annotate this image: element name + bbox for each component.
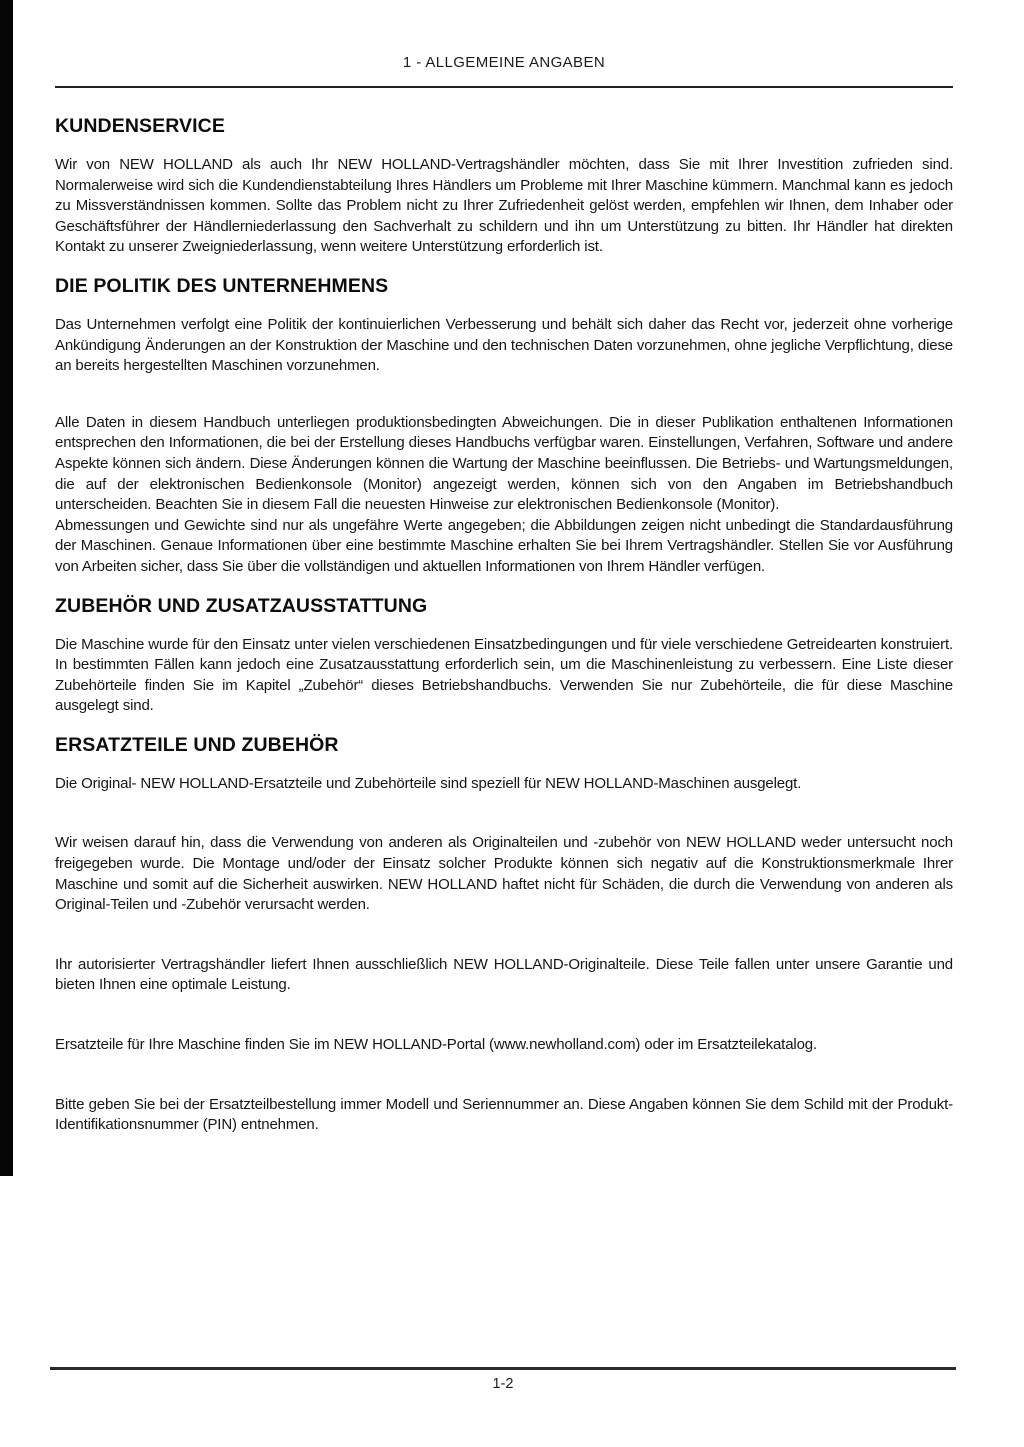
section-heading-politik: DIE POLITIK DES UNTERNEHMENS: [55, 274, 389, 297]
paragraph: Wir weisen darauf hin, dass die Verwendung von anderen als Originalteilen und -zubehör von NEW HOLLAND weder untersucht noch freigegeben wurde. Die Montage und/oder der Einsatz solcher Produkte können sich negativ auf die Konstruktionsmerkmale Ihrer Maschine und somit auf die Sicherheit auswirken. NEW HOLLAND haftet nicht für Schäden, die durch die Verwendung von anderen als Original-Teilen und -Zubehör verursacht werden.: [55, 834, 953, 914]
section-zubehoer: [55, 595, 953, 717]
section-heading-ersatzteile: ERSATZTEILE UND ZUBEHÖR: [55, 733, 339, 756]
scan-edge-strip: [0, 0, 13, 1176]
page-number: 1-2: [492, 1376, 514, 1392]
section-politik: [55, 275, 953, 578]
paragraph: Das Unternehmen verfolgt eine Politik der kontinuierlichen Verbesserung und behält sich daher das Recht vor, jederzeit ohne vorherige Ankündigung Änderungen an der Konstruktion der Maschine und den technischen Daten vorzunehmen, ohne jegliche Verpflichtung, diese an bereits hergestellten Maschinen vorzunehmen.: [55, 315, 953, 375]
page-footer: [50, 1367, 956, 1392]
paragraph: Die Original- NEW HOLLAND-Ersatzteile und Zubehörteile sind speziell für NEW HOLLAND-Maschinen ausgelegt.: [55, 774, 802, 792]
section-heading-kundenservice: KUNDENSERVICE: [55, 115, 225, 137]
page-content: [55, 0, 953, 1136]
section-kundenservice: [55, 115, 953, 258]
paragraph: Die Maschine wurde für den Einsatz unter vielen verschiedenen Einsatzbedingungen und für viele verschiedene Getreidearten konstruiert. In bestimmten Fällen kann jedoch eine Zusatzausstattung erforderlich sein, um die Maschinenleistung zu verbessern. Eine Liste dieser Zubehörteile finden Sie im Kapitel „Zubehör“ dieses Betriebshandbuchs. Verwenden Sie nur Zubehörteile, die für diese Maschine ausgelegt sind.: [55, 635, 953, 715]
section-heading-zubehoer: ZUBEHÖR UND ZUSATZAUSSTATTUNG: [55, 594, 428, 617]
paragraph: Abmessungen und Gewichte sind nur als ungefähre Werte angegeben; die Abbildungen zeigen nicht unbedingt die Standardausführung der Maschinen. Genaue Informationen über eine bestimmte Maschine erhalten Sie bei Ihrem Vertragshändler. Stellen Sie vor Ausführung von Arbeiten sicher, dass Sie über die vollständigen und aktuellen Informationen von Ihrem Händler verfügen.: [55, 516, 953, 575]
footer-rule: [50, 1367, 956, 1370]
paragraph: Wir von NEW HOLLAND als auch Ihr NEW HOLLAND-Vertragshändler möchten, dass Sie mit Ihrer Investition zufrieden sind. Normalerweise wird sich die Kundendienstabteilung Ihres Händlers um Probleme mit Ihrer Maschine kümmern. Manchmal kann es jedoch zu Missverständnissen kommen. Sollte das Problem nicht zu Ihrer Zufriedenheit gelöst werden, empfehlen wir Ihnen, dem Inhaber oder Geschäftsführer der Händlerniederlassung den Sachverhalt zu schildern und ihn um Unterstützung zu bitten. Ihr Händler hat direkten Kontakt zu unserer Zweigniederlassung, wenn weitere Unterstützung erforderlich ist.: [55, 156, 953, 256]
paragraph: Ihr autorisierter Vertragshändler liefert Ihnen ausschließlich NEW HOLLAND-Originalteile. Diese Teile fallen unter unsere Garantie und bieten Ihnen eine optimale Leistung.: [55, 955, 953, 994]
header-rule: [55, 86, 953, 88]
paragraph: Ersatzteile für Ihre Maschine finden Sie im NEW HOLLAND-Portal (www.newholland.com) oder im Ersatzteilekatalog.: [55, 1036, 817, 1054]
section-ersatzteile: [55, 734, 953, 1136]
chapter-header: 1 - ALLGEMEINE ANGABEN: [402, 54, 606, 71]
paragraph: Alle Daten in diesem Handbuch unterliegen produktionsbedingten Abweichungen. Die in dieser Publikation enthaltenen Informationen entsprechen den Informationen, die bei der Erstellung dieses Handbuchs verfügbar waren. Einstellungen, Verfahren, Software und andere Aspekte können sich ändern. Diese Änderungen können die Wartung der Maschine beeinflussen. Die Betriebs- und Wartungsmeldungen, die auf der elektronischen Bedienkonsole (Monitor) angezeigt werden, können sich von den Angaben im Betriebshandbuch unterscheiden. Beachten Sie in diesem Fall die neuesten Hinweise zur elektronischen Bedienkonsole (Monitor).: [55, 413, 953, 514]
paragraph: Bitte geben Sie bei der Ersatzteilbestellung immer Modell und Seriennummer an. Diese Angaben können Sie dem Schild mit der Produkt-Identifikationsnummer (PIN) entnehmen.: [55, 1095, 953, 1134]
